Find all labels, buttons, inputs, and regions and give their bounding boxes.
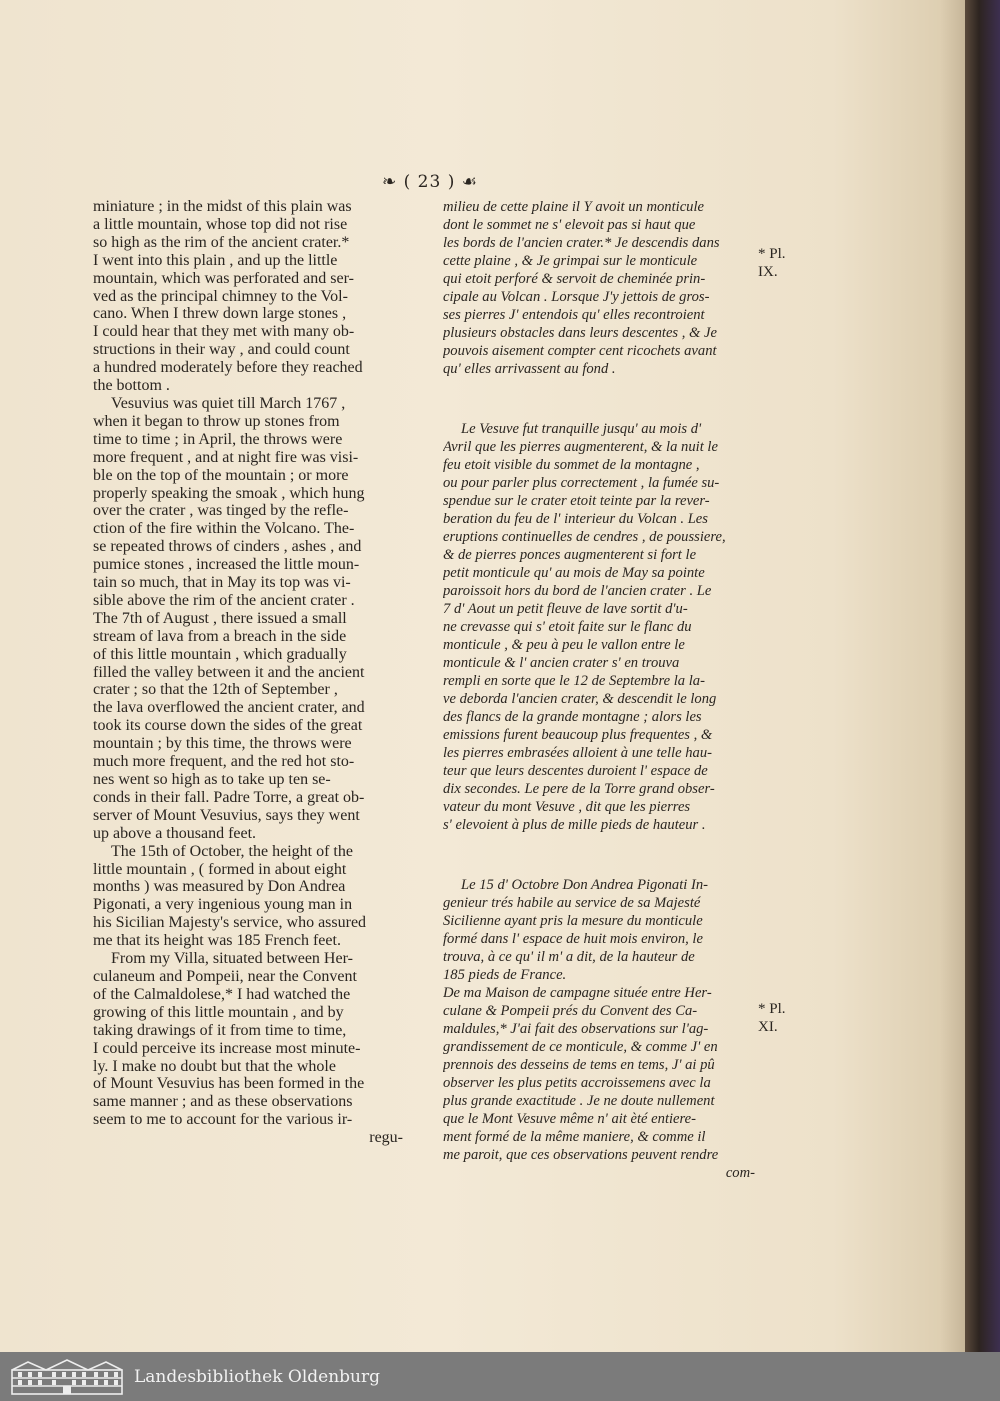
text-line: miniature ; in the midst of this plain was — [93, 198, 352, 215]
text-line: eruptions continuelles de cendres , de poussiere, — [443, 529, 726, 545]
text-line: The 15th of October, the height of the — [111, 842, 353, 860]
text-line: dont le sommet ne s' elevoit pas si haut que — [443, 217, 696, 233]
text-line: cette plaine , & Je grimpai sur le monticule — [443, 253, 698, 269]
text-line: trouva, à ce qu' il m' a dit, de la hauteur de — [443, 949, 695, 965]
text-line: ction of the fire within the Volcano. The- — [93, 520, 355, 538]
text-line: of Mount Vesuvius has been formed in the — [93, 1075, 365, 1093]
text-line: Avril que les pierres augmenterent, & la nuit le — [443, 439, 718, 455]
text-line: over the crater , was tinged by the refle- — [93, 502, 349, 520]
text-line: plus grande exactitude . Je ne doute nullement — [443, 1093, 715, 1109]
text-line: of this little mountain , which gradually — [93, 645, 347, 663]
text-line: De ma Maison de campagne située entre Her- — [443, 985, 712, 1001]
text-line: milieu de cette plaine il Y avoit un monticule — [443, 199, 705, 215]
text-line: little mountain , ( formed in about eight — [93, 860, 347, 878]
text-line: regu- — [369, 1129, 403, 1147]
text-line: spendue sur le crater etoit teinte par la rever- — [443, 493, 710, 509]
text-line: me paroit, que ces observations peuvent rendre — [443, 1147, 719, 1163]
text-line: Vesuvius was quiet till March 1767 , — [111, 394, 346, 412]
text-line: mountain, which was perforated and ser- — [93, 269, 354, 287]
french-column — [443, 198, 755, 1182]
text-line: Pigonati, a very ingenious young man in — [93, 896, 353, 914]
text-line: The 7th of August , there issued a small — [93, 609, 347, 627]
text-line: emissions furent beaucoup plus frequentes , & — [443, 727, 713, 743]
text-line: I could perceive its increase most minute- — [93, 1039, 361, 1057]
text-line: sible above the rim of the ancient crater . — [93, 591, 355, 609]
text-line: same manner ; and as these observations — [93, 1093, 353, 1111]
text-line: paroissoit hors du bord de l'ancien crater . Le — [443, 583, 712, 599]
text-line: que le Mont Vesuve même n' ait èté entiere- — [443, 1111, 697, 1127]
text-line: 185 pieds de France. — [443, 967, 567, 983]
english-column — [93, 198, 403, 1147]
text-line: ble on the top of the mountain ; or more — [93, 466, 349, 484]
text-line: properly speaking the smoak , which hung — [93, 484, 365, 502]
text-line: teur que leurs descentes duroient l' espace de — [443, 763, 708, 779]
text-line: pouvois aisement compter cent ricochets avant — [443, 343, 717, 359]
text-line: structions in their way , and could count — [93, 341, 350, 359]
text-line: Le Vesuve fut tranquille jusqu' au mois d' — [461, 421, 702, 437]
text-line: ved as the principal chimney to the Vol- — [93, 287, 348, 305]
text-line: cipale au Volcan . Lorsque J'y jettois de gros- — [443, 289, 710, 305]
margin-note-plate-xi: * Pl. XI. — [758, 1001, 786, 1035]
text-line: grandissement de ce monticule, & comme J' en — [443, 1039, 718, 1055]
text-line: pumice stones , increased the little moun- — [93, 556, 360, 574]
text-line: Sicilienne ayant pris la mesure du monticule — [443, 913, 703, 929]
text-line: time to time ; in April, the throws were — [93, 430, 343, 448]
text-line: conds in their fall. Padre Torre, a great ob- — [93, 788, 365, 806]
ornament-right-icon: ☙ — [461, 172, 479, 192]
text-line: of the Calmaldolese,* I had watched the — [93, 985, 351, 1003]
text-line: monticule , & peu à peu le vallon entre le — [443, 637, 685, 653]
text-line: formé dans l' espace de huit mois environ, le — [443, 931, 703, 947]
library-logo-icon — [8, 1358, 126, 1396]
text-line: when it began to throw up stones from — [93, 412, 340, 430]
text-line: ment formé de la même maniere, & comme il — [443, 1129, 706, 1145]
text-line: I went into this plain , and up the little — [93, 251, 338, 269]
text-line: much more frequent, and the red hot sto- — [93, 753, 355, 771]
text-line: his Sicilian Majesty's service, who assured — [93, 914, 367, 932]
text-line: plusieurs obstacles dans leurs descentes , & Je — [443, 325, 717, 341]
margin-note-plate-ix: * Pl. IX. — [758, 246, 786, 280]
text-line: From my Villa, situated between Her- — [111, 950, 353, 968]
text-line: les bords de l'ancien crater.* Je descendis dans — [443, 235, 720, 251]
library-name: Landesbibliothek Oldenburg — [134, 1366, 381, 1387]
text-line: beration du feu de l' interieur du Volcan . Les — [443, 511, 708, 527]
text-line: taking drawings of it from time to time, — [93, 1021, 347, 1039]
text-line: ou pour parler plus correctement , la fumée su- — [443, 475, 720, 491]
text-line: months ) was measured by Don Andrea — [93, 878, 346, 896]
text-line: took its course down the sides of the great — [93, 717, 363, 735]
paragraph-gap — [443, 834, 755, 876]
text-line: ve deborda l'ancien crater, & descendit le long — [443, 691, 717, 707]
text-line: filled the valley between it and the ancient — [93, 663, 365, 681]
text-line: petit monticule qu' au mois de May sa pointe — [443, 565, 705, 581]
text-line: server of Mount Vesuvius, says they went — [93, 806, 360, 824]
text-line: prennois des desseins de tems en tems, J' ai pû — [443, 1057, 715, 1073]
book-binding — [965, 0, 1000, 1352]
text-line: 7 d' Aout un petit fleuve de lave sortit d'u- — [443, 601, 688, 617]
ornament-left-icon: ❧ — [381, 172, 398, 192]
text-line: com- — [725, 1165, 755, 1181]
text-line: maldules,* J'ai fait des observations sur l'ag- — [443, 1021, 709, 1037]
text-line: vateur du mont Vesuve , dit que les pierres — [443, 799, 691, 815]
text-line: Le 15 d' Octobre Don Andrea Pigonati In- — [461, 877, 708, 893]
text-line: culaneum and Pompeii, near the Convent — [93, 967, 357, 985]
text-line: ses pierres J' entendois qu' elles recontroient — [443, 307, 705, 323]
text-line: a little mountain, whose top did not rise — [93, 215, 348, 233]
text-line: the lava overflowed the ancient crater, and — [93, 699, 365, 717]
text-line: seem to me to account for the various ir- — [93, 1111, 353, 1129]
text-line: qui etoit perforé & servoit de cheminée prin- — [443, 271, 706, 287]
text-line: les pierres embrasées alloient à une telle hau- — [443, 745, 712, 761]
text-line: cano. When I threw down large stones , — [93, 305, 347, 323]
page-number: ❧ ( 23 ) ☙ — [381, 172, 479, 192]
text-line: monticule & l' ancien crater s' en trouva — [443, 655, 680, 671]
text-line: feu etoit visible du sommet de la montagne , — [443, 457, 700, 473]
text-line: ly. I make no doubt but that the whole — [93, 1057, 336, 1075]
text-line: a hundred moderately before they reached — [93, 359, 363, 377]
text-line: crater ; so that the 12th of September , — [93, 681, 338, 699]
text-line: tain so much, that in May its top was vi- — [93, 574, 351, 592]
text-line: ne crevasse qui s' etoit faite sur le flanc du — [443, 619, 692, 635]
text-line: observer les plus petits accroissemens avec la — [443, 1075, 711, 1091]
text-line: mountain ; by this time, the throws were — [93, 735, 352, 753]
text-line: qu' elles arrivassent au fond . — [443, 361, 616, 377]
text-line: rempli en sorte que le 12 de Septembre la la- — [443, 673, 705, 689]
text-line: more frequent , and at night fire was visi- — [93, 448, 359, 466]
text-line: & de pierres ponces augmenterent si fort le — [443, 547, 697, 563]
text-line: genieur trés habile au service de sa Majesté — [443, 895, 701, 911]
paragraph-gap — [443, 378, 755, 420]
text-line: up above a thousand feet. — [93, 824, 257, 842]
text-line: so high as the rim of the ancient crater.* — [93, 233, 350, 251]
text-line: des flancs de la grande montagne ; alors les — [443, 709, 702, 725]
text-line: nes went so high as to take up ten se- — [93, 771, 331, 788]
text-line: me that its height was 185 French feet. — [93, 932, 341, 950]
footer-bar — [0, 1352, 1000, 1401]
text-line: se repeated throws of cinders , ashes , and — [93, 538, 362, 556]
text-line: culane & Pompeii prés du Convent des Ca- — [443, 1003, 698, 1019]
text-line: s' elevoient à plus de mille pieds de hauteur . — [443, 817, 706, 833]
text-line: the bottom . — [93, 377, 170, 395]
text-line: growing of this little mountain , and by — [93, 1003, 344, 1021]
text-line: I could hear that they met with many ob- — [93, 323, 355, 341]
text-line: stream of lava from a breach in the side — [93, 627, 347, 645]
text-line: dix secondes. Le pere de la Torre grand obser- — [443, 781, 715, 797]
